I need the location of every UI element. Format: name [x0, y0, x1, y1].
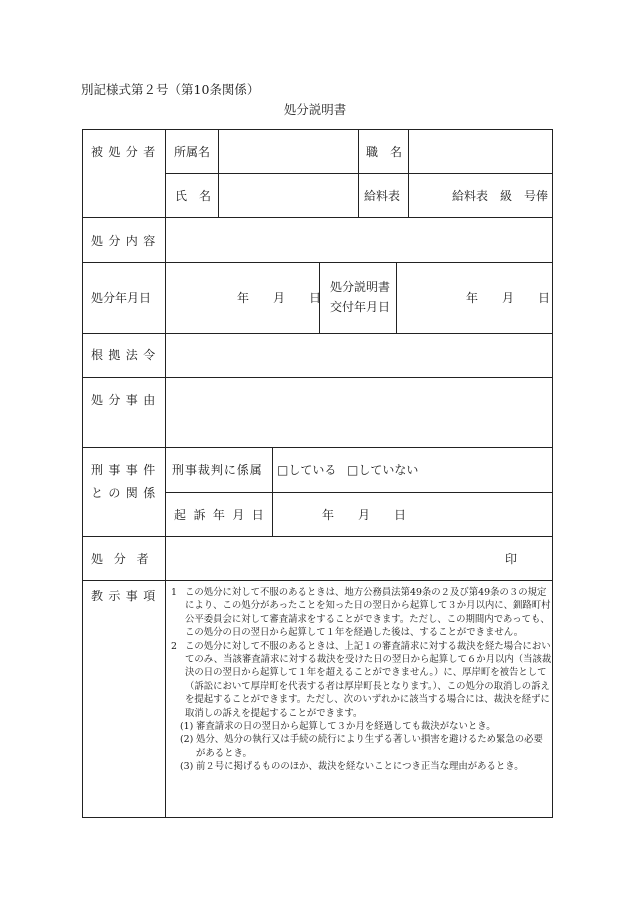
reason-label: 処分事由	[91, 393, 161, 407]
notice-item	[169, 586, 552, 640]
indictment-date-value: 年 月 日	[322, 508, 407, 522]
notice-sub-item	[169, 733, 552, 760]
notice-sub-item-number: (2)	[180, 734, 194, 746]
disposition-date-value: 年 月 日	[237, 291, 322, 305]
name-label: 氏 名	[175, 189, 212, 203]
notice-item-number: 1	[171, 587, 177, 598]
label-column-divider	[165, 129, 166, 818]
notice-label: 教示事項	[91, 589, 161, 603]
notice-item-text: この処分に対して不服のあるときは、上記１の審査請求に対する裁決を経た場合においてのみ、当該審査請求に対する裁決を受けた日の翌日から起算して６か月以内（当該裁決の日の翌日から起算して１年を超えることができません。）に、厚岸町を被告として（訴訟において厚岸町を代表する者は厚岸町長となります。）、この処分の取消しの訴えを提起することができます。ただし、次のいずれかに該当する場合には、裁決を経ずに取消しの訴えを提起することができます。	[185, 640, 552, 719]
position-label: 職 名	[366, 145, 403, 159]
cell-divider	[272, 447, 273, 537]
notice-sub-item	[169, 760, 552, 773]
criminal-relation-label-line2: との関係	[91, 486, 161, 500]
criminal-relation-label-line1: 刑事事件	[91, 463, 161, 477]
document-title: 処分説明書	[283, 102, 347, 117]
row-divider	[165, 173, 553, 174]
row-divider	[82, 262, 553, 263]
salary-table-label: 給料表	[364, 189, 401, 203]
cell-divider	[408, 129, 409, 218]
notice-item-number: 2	[171, 640, 177, 652]
cell-divider	[358, 129, 359, 218]
table-border-left	[82, 129, 83, 818]
salary-grade-value: 給料表 級 号俸	[452, 189, 549, 203]
row-divider	[82, 447, 553, 448]
basis-label: 根拠法令	[91, 348, 161, 362]
row-divider	[82, 217, 553, 218]
table-border-right	[552, 129, 553, 818]
option-pending-checkbox[interactable]: □している	[277, 463, 337, 477]
notice-sub-item-text: 前２号に掲げるもののほか、裁決を経ないことにつき正当な理由があるとき。	[196, 761, 524, 773]
subject-label: 被処分者	[91, 145, 161, 159]
page-label: 別記様式第２号（第10条関係）	[81, 82, 260, 97]
disposer-label: 処分者	[91, 552, 160, 566]
affiliation-label: 所属名	[174, 145, 211, 159]
row-divider	[82, 377, 553, 378]
row-divider	[165, 492, 553, 493]
delivery-date-label-line2: 交付年月日	[330, 300, 391, 314]
notice-sub-item-number: (3)	[180, 761, 194, 773]
notice-sub-item-number: (1)	[180, 721, 194, 733]
cell-divider	[396, 262, 397, 334]
seal-mark: 印	[505, 552, 518, 566]
delivery-date-label-line1: 処分説明書	[330, 280, 391, 294]
notice-sub-item	[169, 720, 552, 733]
content-label: 処分内容	[91, 234, 161, 248]
row-divider	[82, 580, 553, 581]
row-divider	[82, 333, 553, 334]
notice-item	[169, 640, 552, 720]
delivery-date-value: 年 月 日	[466, 291, 551, 305]
row-divider	[82, 536, 553, 537]
notice-sub-item-text: 処分、処分の執行又は手続の続行により生ずる著しい損害を避けるため緊急の必要があるとき。	[196, 734, 543, 759]
notice-sub-item-text: 審査請求の日の翌日から起算して３か月を経過しても裁決がないとき。	[196, 721, 496, 733]
date-label: 処分年月日	[91, 291, 152, 305]
table-border-bottom	[82, 817, 553, 818]
indictment-date-label: 起訴年月日	[174, 508, 272, 522]
cell-divider	[218, 129, 219, 218]
trial-pending-label: 刑事裁判に係属	[172, 463, 263, 477]
notice-item-text: この処分に対して不服のあるときは、地方公務員法第49条の２及び第49条の３の規定により、この処分があったことを知った日の翌日から起算して３か月以内に、釧路町村公平委員会に対して審査請求をすることができます。ただし、この期間内であっても、この処分の日の翌日から起算して１年を経過した後は、することができません。	[185, 587, 551, 639]
notice-body	[169, 586, 552, 774]
option-not-pending-checkbox[interactable]: □していない	[347, 463, 419, 477]
table-border-top	[82, 129, 553, 130]
